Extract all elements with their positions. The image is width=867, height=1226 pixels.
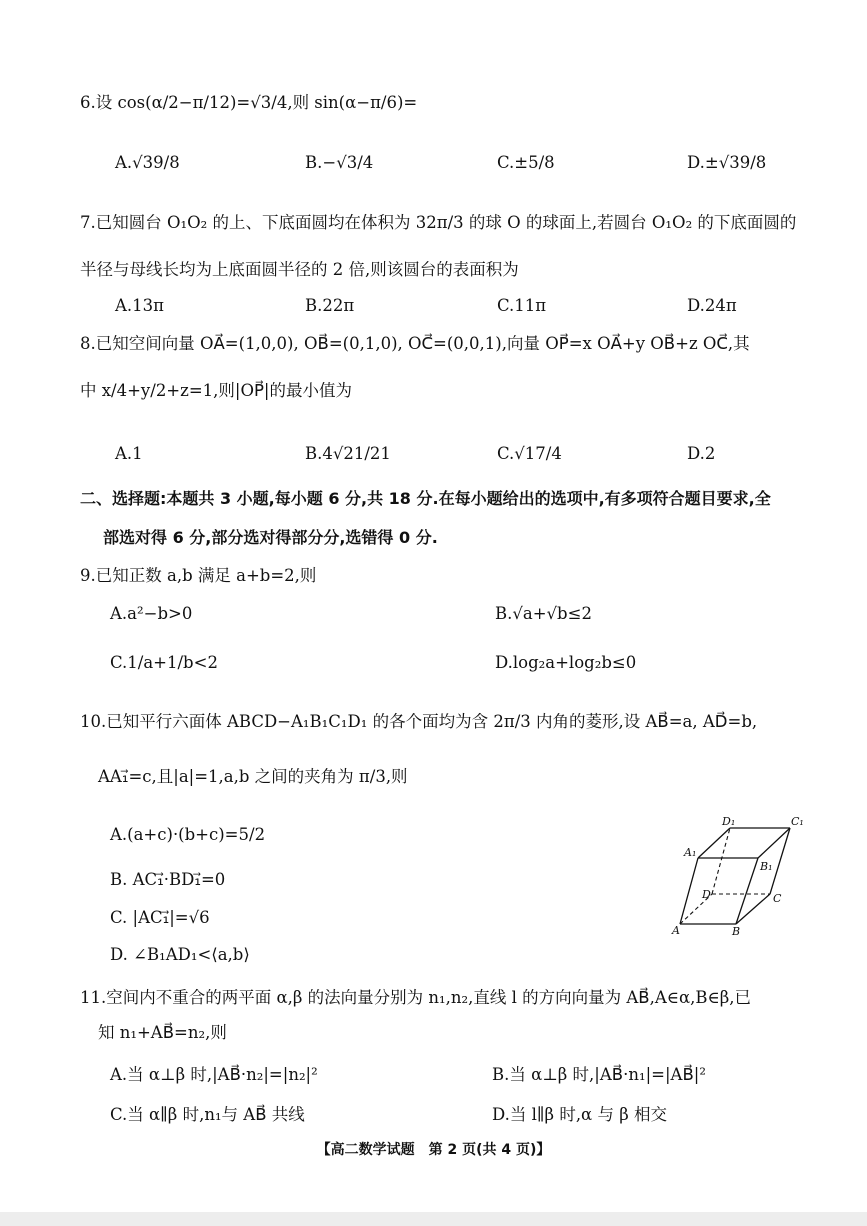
label-d: D: [702, 888, 711, 901]
q7-stem-line2: 半径与母线长均为上底面圆半径的 2 倍,则该圆台的表面积为: [80, 260, 519, 279]
label-a: A: [672, 924, 680, 936]
label-a1: A₁: [684, 846, 697, 859]
q11-option-b: B.当 α⊥β 时,|AB⃗·n₁|=|AB⃗|²: [492, 1065, 706, 1084]
label-b1: B₁: [760, 860, 773, 873]
q10-option-d: D. ∠B₁AD₁<⟨a,b⟩: [110, 945, 250, 964]
label-c: C: [773, 892, 782, 905]
q11-option-c: C.当 α∥β 时,n₁与 AB⃗ 共线: [110, 1105, 305, 1124]
q7-option-a: A.13π: [115, 296, 165, 315]
q7-option-c: C.11π: [497, 296, 547, 315]
q6-option-d: D.±√39/8: [687, 153, 767, 172]
q9-stem: 9.已知正数 a,b 满足 a+b=2,则: [80, 566, 317, 585]
q7-stem-line1: 7.已知圆台 O₁O₂ 的上、下底面圆均在体积为 32π/3 的球 O 的球面上,若圆台 O₁O₂ 的下底面圆的: [80, 213, 797, 232]
edge-dd1-hidden: [712, 828, 730, 894]
q7-option-d: D.24π: [687, 296, 737, 315]
scan-bottom-edge: [0, 1212, 867, 1226]
label-d1: D₁: [722, 816, 736, 828]
q7-option-b: B.22π: [305, 296, 355, 315]
q9-option-a: A.a²−b>0: [110, 604, 193, 623]
q8-option-c: C.√17/4: [497, 444, 562, 463]
section2-heading-line2: 部选对得 6 分,部分选对得部分分,选错得 0 分.: [103, 528, 438, 547]
section2-heading-line1: 二、选择题:本题共 3 小题,每小题 6 分,共 18 分.在每小题给出的选项中,有多项符合题目要求,全: [80, 489, 771, 508]
q10-option-c: C. |AC₁⃗|=√6: [110, 908, 210, 927]
q10-stem-line1: 10.已知平行六面体 ABCD−A₁B₁C₁D₁ 的各个面均为含 2π/3 内角的菱形,设 AB⃗=a, AD⃗=b,: [80, 712, 758, 731]
label-c1: C₁: [791, 816, 804, 828]
q8-option-b: B.4√21/21: [305, 444, 391, 463]
q8-option-a: A.1: [115, 444, 143, 463]
label-b: B: [732, 925, 741, 936]
edge-d1a1: [698, 828, 730, 858]
q6-option-c: C.±5/8: [497, 153, 555, 172]
q6-stem: 6.设 cos(α/2−π/12)=√3/4,则 sin(α−π/6)=: [80, 93, 418, 112]
q11-option-a: A.当 α⊥β 时,|AB⃗·n₂|=|n₂|²: [110, 1065, 318, 1084]
q8-stem-line2: 中 x/4+y/2+z=1,则|OP⃗|的最小值为: [80, 381, 352, 400]
q11-option-d: D.当 l∥β 时,α 与 β 相交: [492, 1105, 667, 1124]
q10-option-b: B. AC₁⃗·BD₁⃗=0: [110, 870, 226, 889]
q8-stem-line1: 8.已知空间向量 OA⃗=(1,0,0), OB⃗=(0,1,0), OC⃗=(0,0,1),向量 OP⃗=x OA⃗+y OB⃗+z OC⃗,其: [80, 334, 750, 353]
q9-option-b: B.√a+√b≤2: [495, 604, 592, 623]
q11-stem-line2: 知 n₁+AB⃗=n₂,则: [98, 1023, 227, 1042]
edge-aa1: [680, 858, 698, 924]
q8-option-d: D.2: [687, 444, 716, 463]
q10-option-a: A.(a+c)·(b+c)=5/2: [110, 825, 266, 844]
page-footer: 【高二数学试题 第 2 页(共 4 页)】: [316, 1142, 551, 1158]
q11-stem-line1: 11.空间内不重合的两平面 α,β 的法向量分别为 n₁,n₂,直线 l 的方向向量为 AB⃗,A∈α,B∈β,已: [80, 988, 752, 1007]
q6-option-a: A.√39/8: [115, 153, 180, 172]
q10-stem-line2: AA₁⃗=c,且|a|=1,a,b 之间的夹角为 π/3,则: [98, 767, 408, 786]
q9-option-d: D.log₂a+log₂b≤0: [495, 653, 637, 672]
q6-option-b: B.−√3/4: [305, 153, 374, 172]
parallelepiped-figure: [670, 816, 810, 936]
q9-option-c: C.1/a+1/b<2: [110, 653, 218, 672]
